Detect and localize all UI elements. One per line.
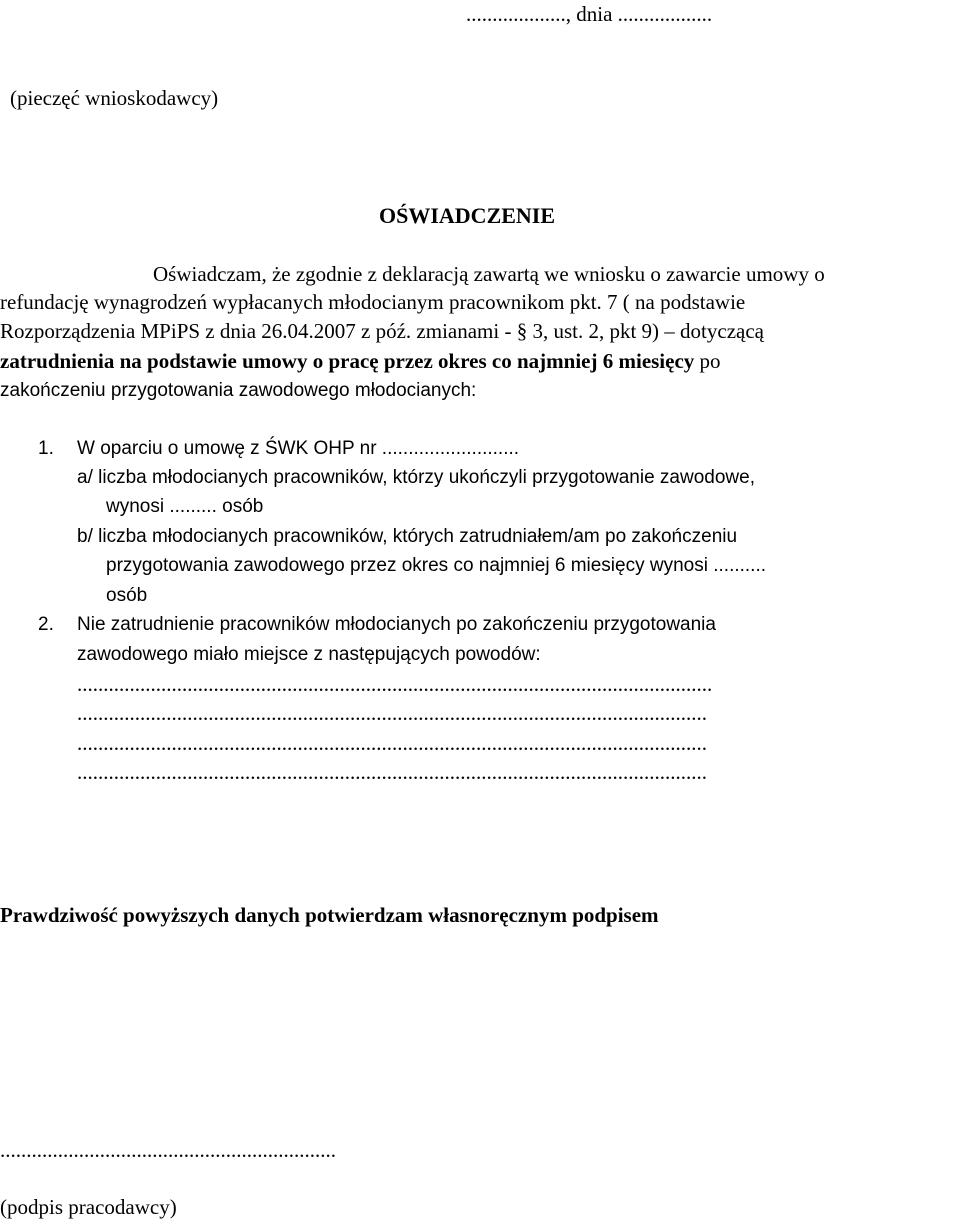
item-1b-value: osób [106, 585, 148, 606]
reason-line-3: ........................................................................................................................ [77, 731, 707, 755]
item-1-text: W oparciu o umowę z ŚWK OHP nr .......................... [77, 438, 520, 459]
intro-line: zakończeniu przygotowania zawodowego młodocianych: [0, 380, 477, 401]
intro-line: Oświadczam, że zgodnie z deklaracją zawartą we wniosku o zawarcie umowy o [153, 262, 825, 286]
item-2-text: zawodowego miało miejsce z następujących powodów: [77, 644, 541, 665]
signature-label: (podpis pracodawcy) [0, 1195, 177, 1219]
reason-line-2: ........................................................................................................................ [77, 701, 707, 725]
emphasis-text: zatrudnienia na podstawie umowy o pracę przez okres co najmniej 6 miesięcy [0, 349, 695, 373]
signature-line: ................................................................ [0, 1138, 336, 1162]
item-number-2: 2. [38, 614, 54, 635]
item-1a-value: wynosi ......... osób [106, 496, 264, 517]
intro-line-tail: po [694, 349, 721, 373]
item-1a-text: a/ liczba młodocianych pracowników, którzy ukończyli przygotowanie zawodowe, [77, 467, 755, 488]
confirmation-statement: Prawdziwość powyższych danych potwierdzam własnoręcznym podpisem [0, 903, 659, 927]
item-1b-text: przygotowania zawodowego przez okres co najmniej 6 miesięcy wynosi .......... [106, 555, 767, 576]
date-line: ..................., dnia .................. [466, 2, 713, 26]
reason-line-4: ........................................................................................................................ [77, 760, 707, 784]
intro-line: refundację wynagrodzeń wypłacanych młodocianym pracownikom pkt. 7 ( na podstawie [0, 290, 746, 314]
item-2-text: Nie zatrudnienie pracowników młodocianych po zakończeniu przygotowania [77, 614, 716, 635]
intro-line: Rozporządzenia MPiPS z dnia 26.04.2007 z póź. zmianami - § 3, ust. 2, pkt 9) – dotyczącą [0, 319, 764, 343]
stamp-label: (pieczęć wnioskodawcy) [10, 86, 219, 110]
intro-line-emphasis [0, 351, 721, 372]
item-number-1: 1. [38, 438, 54, 459]
page-title: OŚWIADCZENIE [379, 203, 556, 228]
reason-line-1: ......................................................................................................................... [77, 672, 713, 696]
item-1b-text: b/ liczba młodocianych pracowników, których zatrudniałem/am po zakończeniu [77, 526, 738, 547]
